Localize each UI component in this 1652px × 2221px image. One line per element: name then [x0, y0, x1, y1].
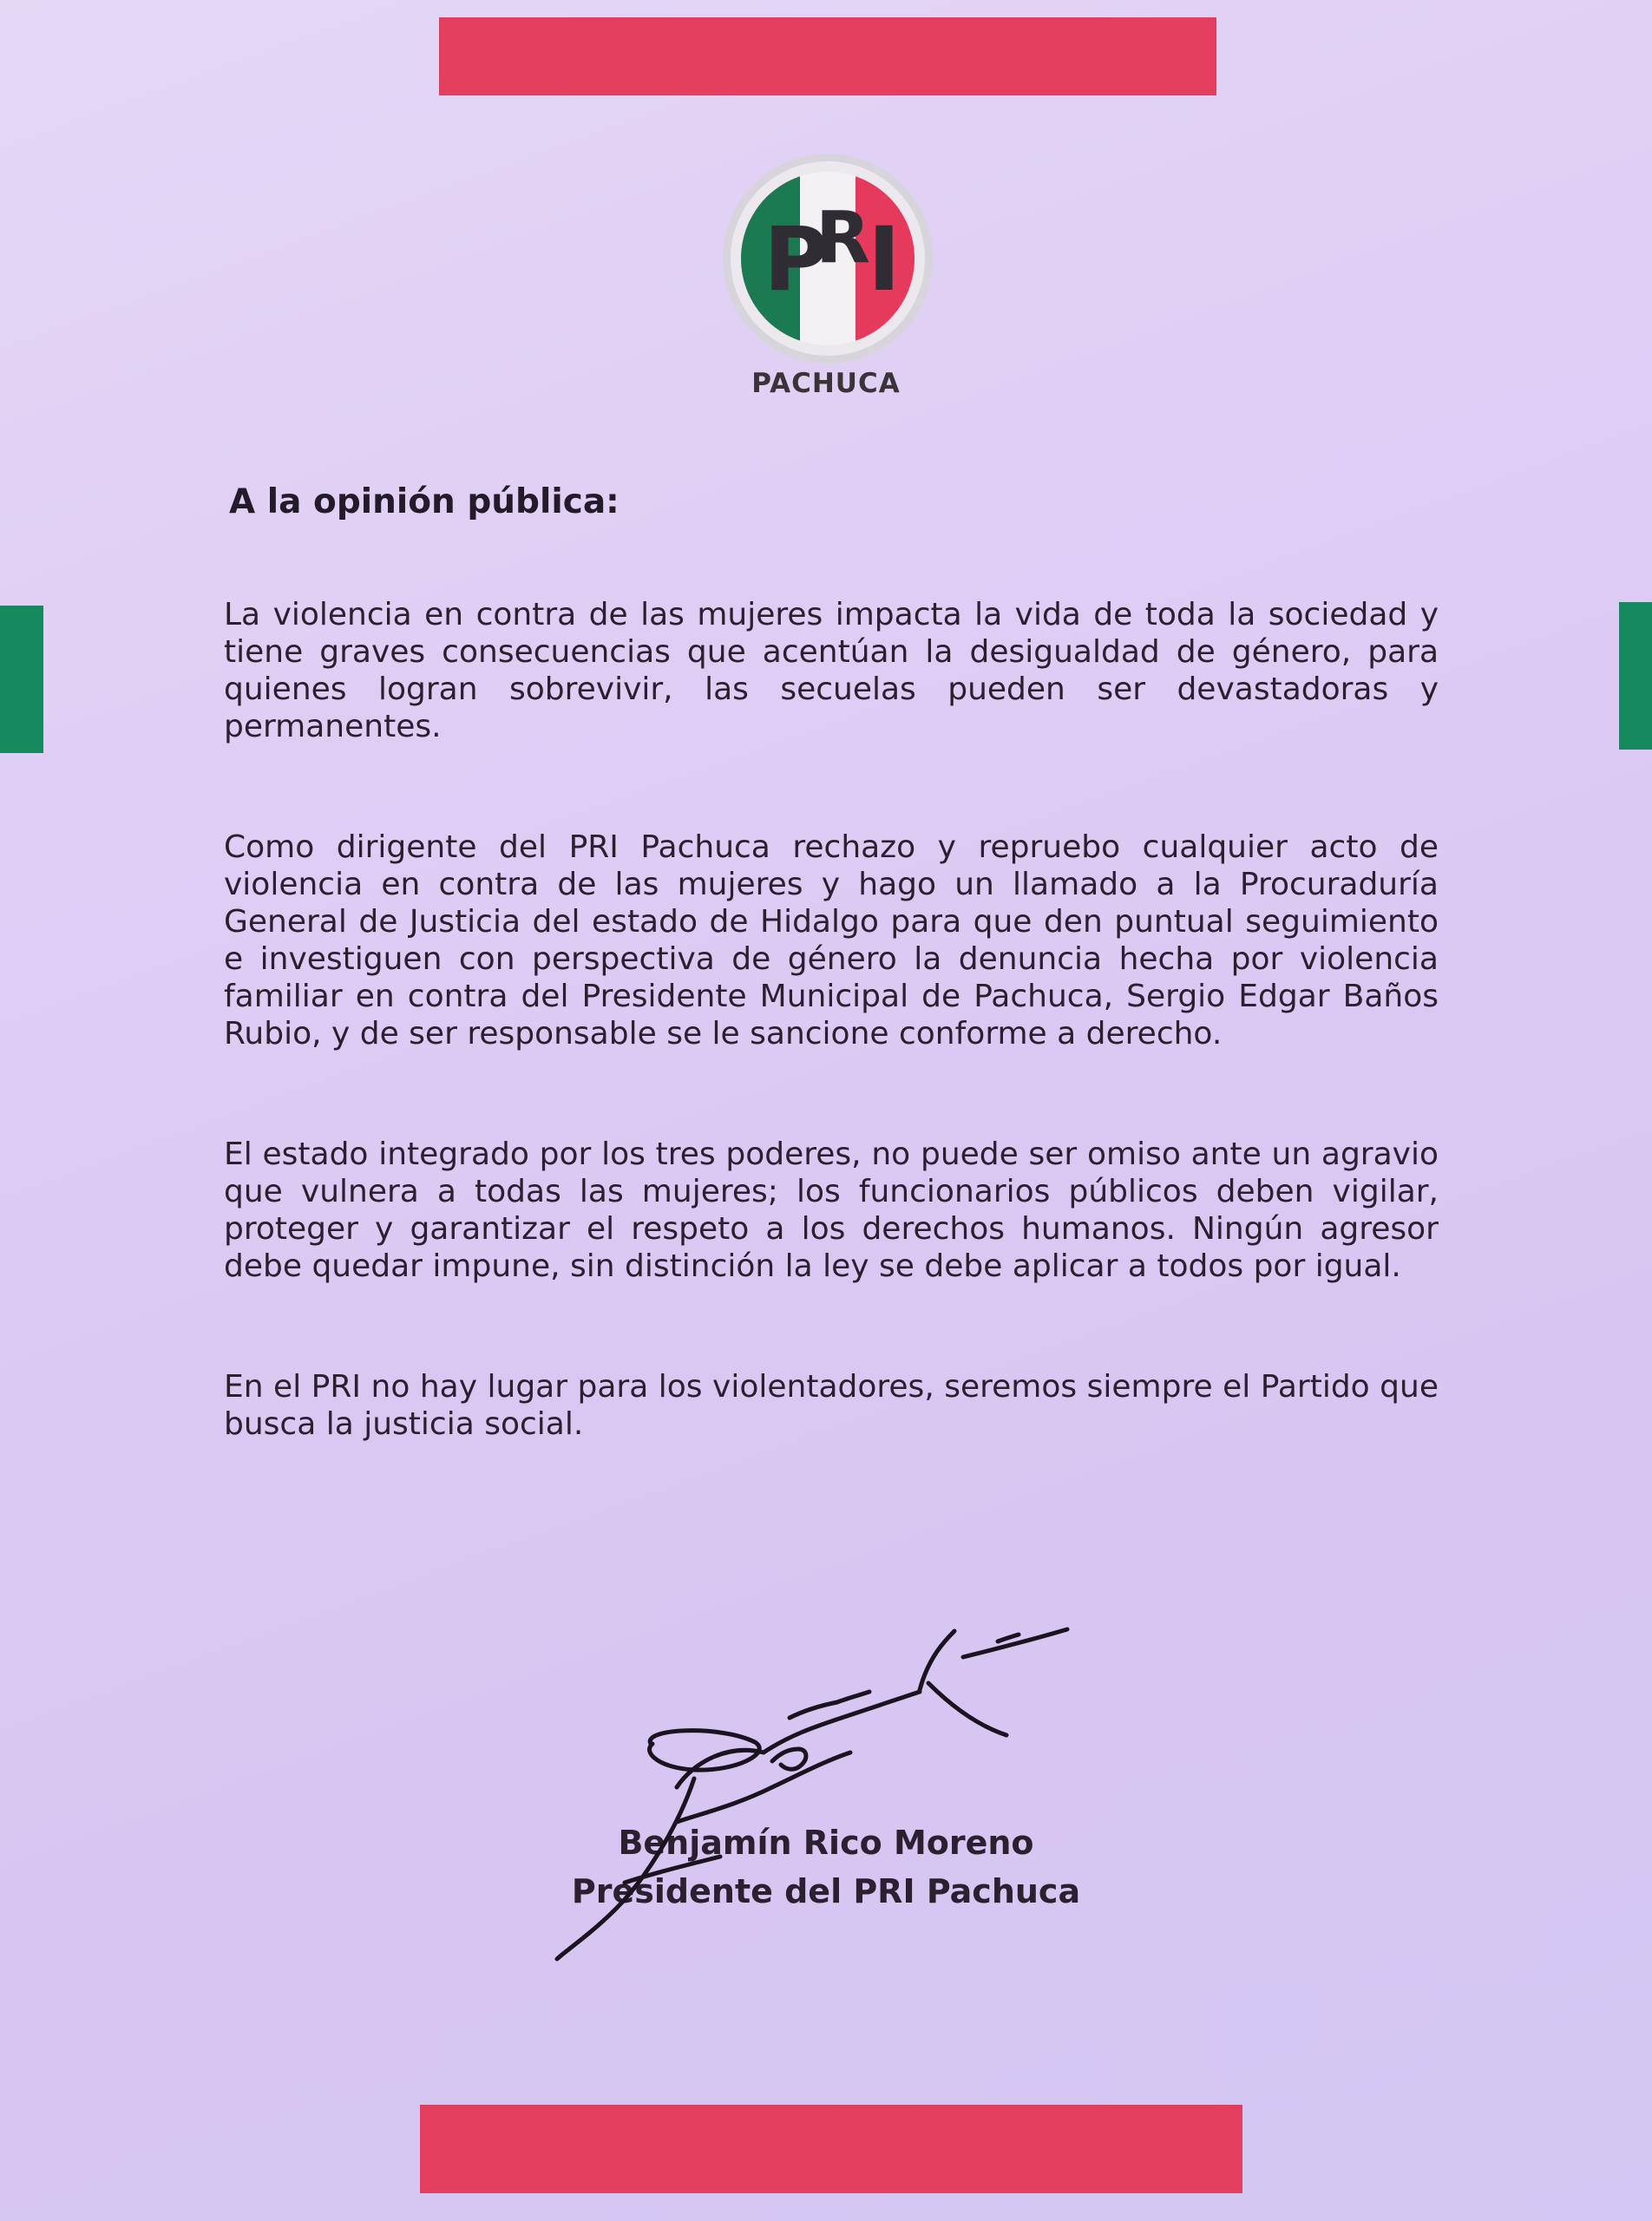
letter-heading: A la opinión pública:	[229, 482, 620, 521]
paragraph: Como dirigente del PRI Pachuca rechazo y repruebo cualquier acto de violencia en contra de las mujeres y hago un llamado a la Procuraduría General de Justicia del estado de Hidalgo para que den puntual seguimiento e investiguen con perspectiva de género la denuncia hecha por violencia familiar en contra del Presidente Municipal de Pachuca, Sergio Edgar Baños Rubio, y de ser responsable se le sancione conforme a derecho.	[224, 829, 1439, 1052]
bottom-red-bar	[420, 2105, 1242, 2193]
logo-letter-p: P	[764, 208, 829, 311]
logo-letter-i: I	[868, 208, 901, 311]
letter-body	[224, 482, 1439, 1443]
paragraph: El estado integrado por los tres poderes, no puede ser omiso ante un agravio que vulnera a todas las mujeres; los funcionarios públicos deben vigilar, proteger y garantizar el respeto a los derechos humanos. Ningún agresor debe quedar impune, sin distinción la ley se debe aplicar a todos por igual.	[224, 1137, 1439, 1284]
left-green-tab	[0, 606, 43, 753]
pri-logo-icon	[722, 153, 934, 364]
paragraph: La violencia en contra de las mujeres impacta la vida de toda la sociedad y tiene graves consecuencias que acentúan la desigualdad de género, para quienes logran sobrevivir, las secuelas pueden ser devastadoras y permanentes.	[224, 597, 1439, 744]
paragraph: En el PRI no hay lugar para los violentadores, seremos siempre el Partido que busca la justicia social.	[224, 1369, 1439, 1442]
handwritten-signature-icon	[547, 1622, 1085, 2021]
logo-caption: PACHUCA	[751, 368, 901, 399]
signatory-title: Presidente del PRI Pachuca	[571, 1872, 1081, 1910]
logo-letter-r: R	[816, 197, 871, 279]
right-green-tab	[1619, 602, 1652, 750]
top-red-bar	[439, 17, 1216, 95]
signatory-name: Benjamín Rico Moreno	[618, 1824, 1034, 1862]
